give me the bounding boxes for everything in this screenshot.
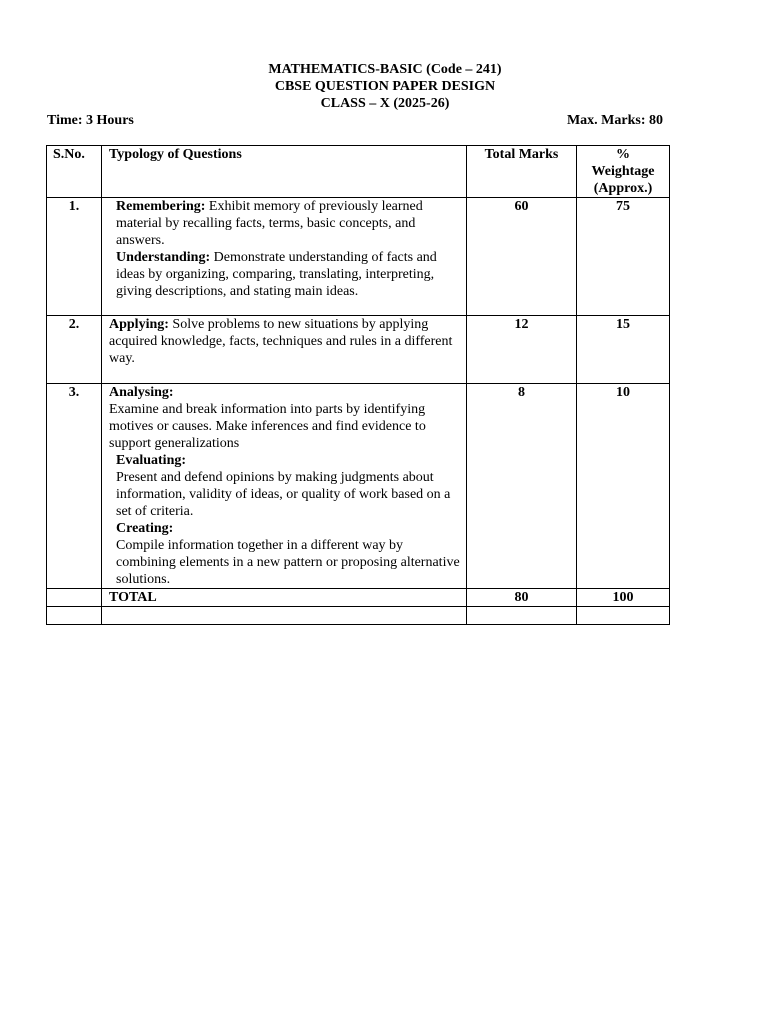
time-label: Time: 3 Hours — [47, 113, 134, 128]
row-total-marks: 60 — [467, 198, 577, 316]
col-header-weightage-line1: % — [616, 147, 630, 162]
typology-text: Demonstrate understanding of facts and ideas by organizing, comparing, translating, interpreting, giving descriptions, and stating main ideas. — [116, 250, 437, 299]
col-header-sno: S.No. — [47, 146, 102, 198]
typology-text: Solve problems to new situations by applying acquired knowledge, facts, techniques and rules in a different way. — [109, 317, 453, 366]
typology-description: Compile information together in a different way by combining elements in a new pattern or proposing alternative solutions. — [116, 538, 460, 587]
class-title: CLASS – X (2025-26) — [320, 96, 450, 111]
row-weightage: 15 — [577, 316, 670, 384]
typology-term: Evaluating: — [116, 453, 187, 468]
row-typology — [102, 384, 467, 589]
typology-item — [109, 316, 462, 367]
typology-term: Applying: — [109, 317, 169, 332]
typology-item — [109, 198, 462, 249]
typology-description: Present and defend opinions by making judgments about information, validity of ideas, or quality of work based on a set of criteria. — [116, 470, 451, 519]
typology-description: Examine and break information into parts by identifying motives or causes. Make inferences and find evidence to support generalizations — [109, 402, 426, 451]
row-typology — [102, 198, 467, 316]
typology-term: Understanding: — [116, 250, 211, 265]
row-typology — [102, 316, 467, 384]
row-sno: 2. — [47, 316, 102, 384]
col-header-weightage-line2: Weightage — [591, 164, 655, 179]
total-marks: 80 — [467, 589, 577, 607]
table-header-row — [47, 146, 670, 198]
table-row — [47, 384, 670, 589]
row-total-marks: 8 — [467, 384, 577, 589]
typology-item — [109, 249, 462, 300]
table-row — [47, 198, 670, 316]
paper-design-title: CBSE QUESTION PAPER DESIGN — [274, 79, 496, 94]
total-sno-cell — [47, 589, 102, 607]
exam-meta — [47, 112, 663, 129]
col-header-typology: Typology of Questions — [102, 146, 467, 198]
typology-term: Remembering: — [116, 199, 206, 214]
typology-text: Exhibit memory of previously learned material by recalling facts, terms, basic concepts, and answers. — [116, 199, 423, 248]
empty-cell — [467, 607, 577, 625]
max-marks-label: Max. Marks: 80 — [566, 113, 663, 128]
row-sno: 1. — [47, 198, 102, 316]
empty-cell — [102, 607, 467, 625]
row-sno: 3. — [47, 384, 102, 589]
document-header — [0, 61, 768, 112]
typology-item — [109, 520, 462, 537]
table-row — [47, 316, 670, 384]
row-weightage: 75 — [577, 198, 670, 316]
col-header-weightage — [577, 146, 670, 198]
empty-row — [47, 607, 670, 625]
total-label — [102, 589, 467, 607]
row-weightage: 10 — [577, 384, 670, 589]
subject-title: MATHEMATICS-BASIC (Code – 241) — [268, 62, 502, 77]
total-label-text: TOTAL — [109, 590, 157, 605]
typology-term: Creating: — [116, 521, 174, 536]
total-row — [47, 589, 670, 607]
typology-term: Analysing: — [109, 385, 174, 400]
col-header-total-marks: Total Marks — [467, 146, 577, 198]
row-total-marks: 12 — [467, 316, 577, 384]
typology-item — [109, 384, 462, 401]
empty-cell — [47, 607, 102, 625]
col-header-weightage-line3: (Approx.) — [593, 181, 653, 196]
typology-item — [109, 452, 462, 469]
empty-cell — [577, 607, 670, 625]
total-weightage: 100 — [577, 589, 670, 607]
question-design-table — [46, 145, 670, 625]
